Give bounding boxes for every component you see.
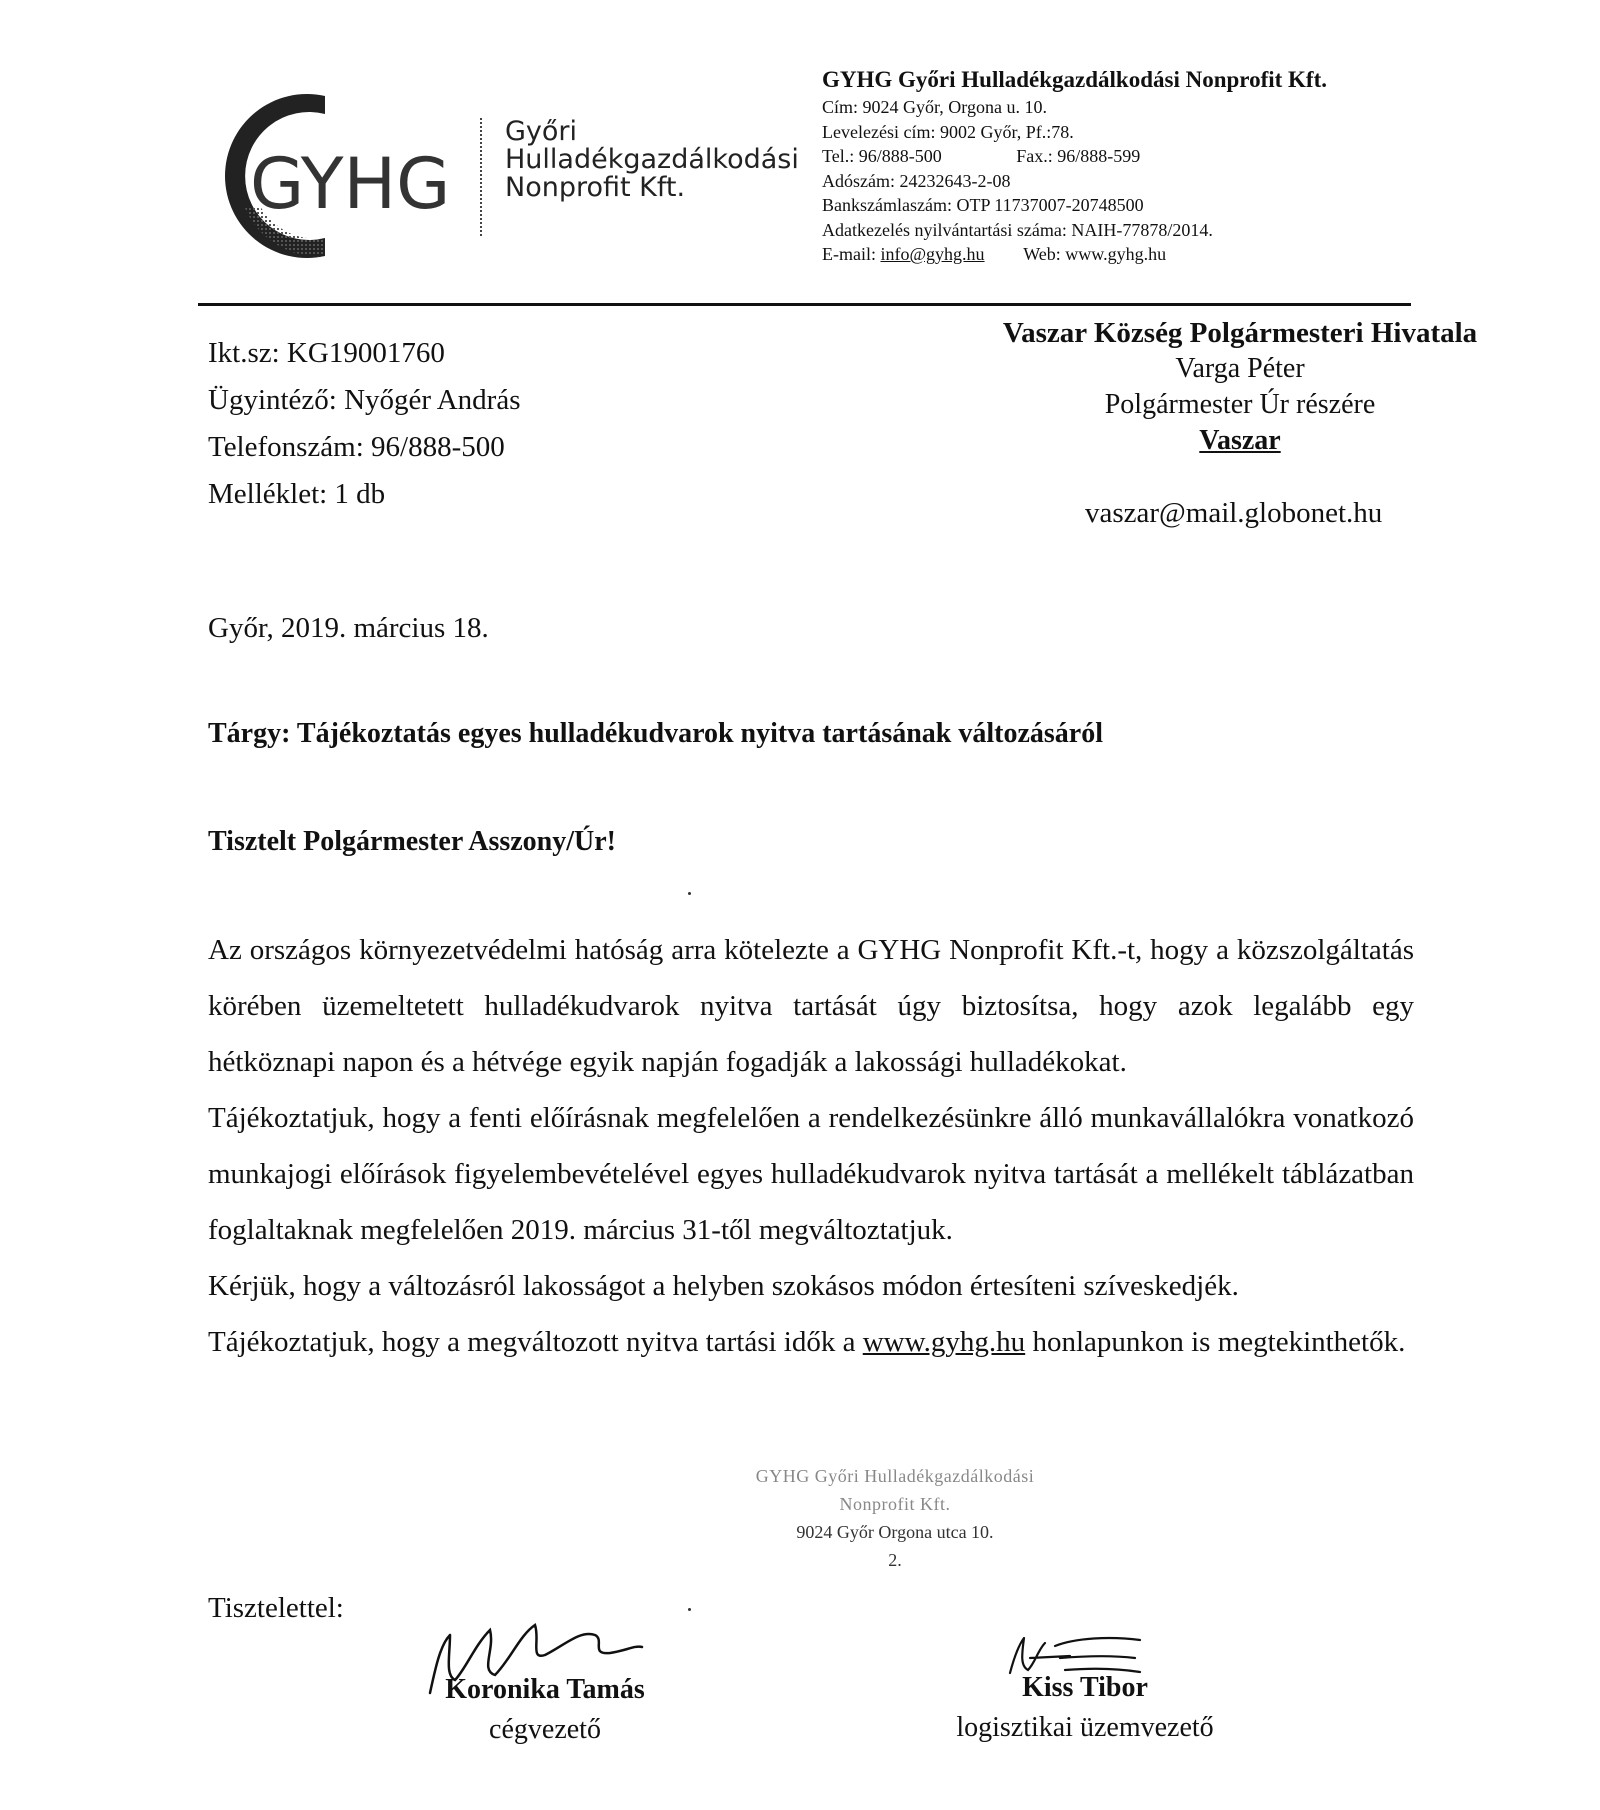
body-paragraph-1: Az országos környezetvédelmi hatóság arra kötelezte a GYHG Nonprofit Kft.-t, hogy a közszolgáltatás körében üzemeltetett hulladékudvarok nyitva tartását úgy biztosítsa, hogy azok legalább egy hétköznapi napon és a hétvége egyik napján fogadják a lakossági hulladékokat.: [208, 934, 1414, 1078]
letter-date: Győr, 2019. március 18.: [208, 612, 489, 644]
body-paragraph-2: Tájékoztatjuk, hogy a fenti előírásnak megfelelően a rendelkezésünkre álló munkavállalókra vonatkozó munkajogi előírások figyelembevételével egyes hulladékudvarok nyitva tartását a mellékelt táblázatban foglaltaknak megfelelően 2019. március 31-től megváltoztatjuk.: [208, 1102, 1414, 1246]
signer-1: [410, 1670, 680, 1750]
letter-body: [208, 922, 1414, 1370]
reference-block: [208, 330, 521, 518]
company-address: Cím: 9024 Győr, Orgona u. 10.: [822, 97, 1047, 117]
logo-mark-text: GYHG: [250, 143, 451, 225]
company-name: GYHG Győri Hulladékgazdálkodási Nonprofit Kft.: [822, 67, 1327, 92]
signer-1-title: cégvezető: [489, 1714, 601, 1745]
logo-line-1: Győri: [505, 116, 578, 147]
company-tel: Tel.: 96/888-500: [822, 146, 942, 166]
letter-subject: Tárgy: Tájékoztatás egyes hulladékudvarok nyitva tartásának változásáról: [208, 718, 1103, 749]
gyhg-logo: [205, 88, 505, 263]
company-info: [822, 65, 1327, 267]
stamp-line-4: 2.: [888, 1550, 902, 1570]
signer-1-name: Koronika Tamás: [445, 1674, 645, 1705]
attachment-count: Melléklet: 1 db: [208, 478, 386, 510]
logo-line-2: Hulladékgazdálkodási: [505, 144, 799, 175]
closing-phrase: Tisztelettel:: [208, 1592, 344, 1624]
company-stamp: [690, 1462, 1100, 1574]
logo-line-3: Nonprofit Kft.: [505, 172, 686, 203]
addressee-person: Varga Péter: [1175, 353, 1305, 384]
stamp-line-1: GYHG Győri Hulladékgazdálkodási: [755, 1466, 1035, 1486]
addressee-email[interactable]: vaszar@mail.globonet.hu: [1085, 497, 1383, 529]
body-p4-post: honlapunkon is megtekinthetők.: [1025, 1326, 1406, 1358]
company-postal-address: Levelezési cím: 9002 Győr, Pf.:78.: [822, 121, 1074, 142]
scan-speck: [688, 1608, 691, 1611]
stamp-line-3: 9024 Győr Orgona utca 10.: [796, 1522, 994, 1542]
company-data-registration: Adatkezelés nyilvántartási száma: NAIH-77878/2014.: [822, 219, 1213, 240]
addressee-block: [960, 315, 1520, 459]
letter-greeting: Tisztelt Polgármester Asszony/Úr!: [208, 826, 616, 857]
signer-2-title: logisztikai üzemvezető: [956, 1712, 1214, 1743]
body-paragraph-4: [208, 1314, 1414, 1370]
stamp-line-2: Nonprofit Kft.: [839, 1494, 951, 1514]
file-number: Ikt.sz: KG19001760: [208, 337, 445, 369]
company-phone-fax: [822, 144, 1327, 169]
company-fax: Fax.: 96/888-599: [1016, 146, 1141, 166]
addressee-role: Polgármester Úr részére: [1104, 389, 1376, 420]
body-paragraph-3: Kérjük, hogy a változásról lakosságot a helyben szokásos módon értesíteni szíveskedjék.: [208, 1270, 1239, 1302]
body-p4-pre: Tájékoztatjuk, hogy a megváltozott nyitva tartási idők a: [208, 1326, 863, 1358]
header-rule: [198, 303, 1411, 306]
case-officer: Ügyintéző: Nyőgér András: [208, 384, 521, 416]
company-tax-number: Adószám: 24232643-2-08: [822, 170, 1011, 191]
addressee-city: Vaszar: [1199, 425, 1281, 456]
signer-2: [920, 1668, 1250, 1748]
scan-speck: [688, 892, 691, 895]
logo-divider: [480, 118, 482, 236]
company-email-label: E-mail:: [822, 244, 876, 264]
addressee-organization: Vaszar Község Polgármesteri Hivatala: [1002, 317, 1478, 349]
company-bank-account: Bankszámlaszám: OTP 11737007-20748500: [822, 195, 1144, 215]
company-contact: [822, 242, 1327, 267]
logo-wordmark: [505, 118, 799, 202]
company-web: Web: www.gyhg.hu: [1023, 244, 1167, 264]
reference-phone: Telefonszám: 96/888-500: [208, 431, 505, 463]
company-email-link[interactable]: info@gyhg.hu: [880, 244, 985, 264]
website-link[interactable]: www.gyhg.hu: [862, 1326, 1026, 1358]
signer-2-name: Kiss Tibor: [1022, 1672, 1148, 1703]
